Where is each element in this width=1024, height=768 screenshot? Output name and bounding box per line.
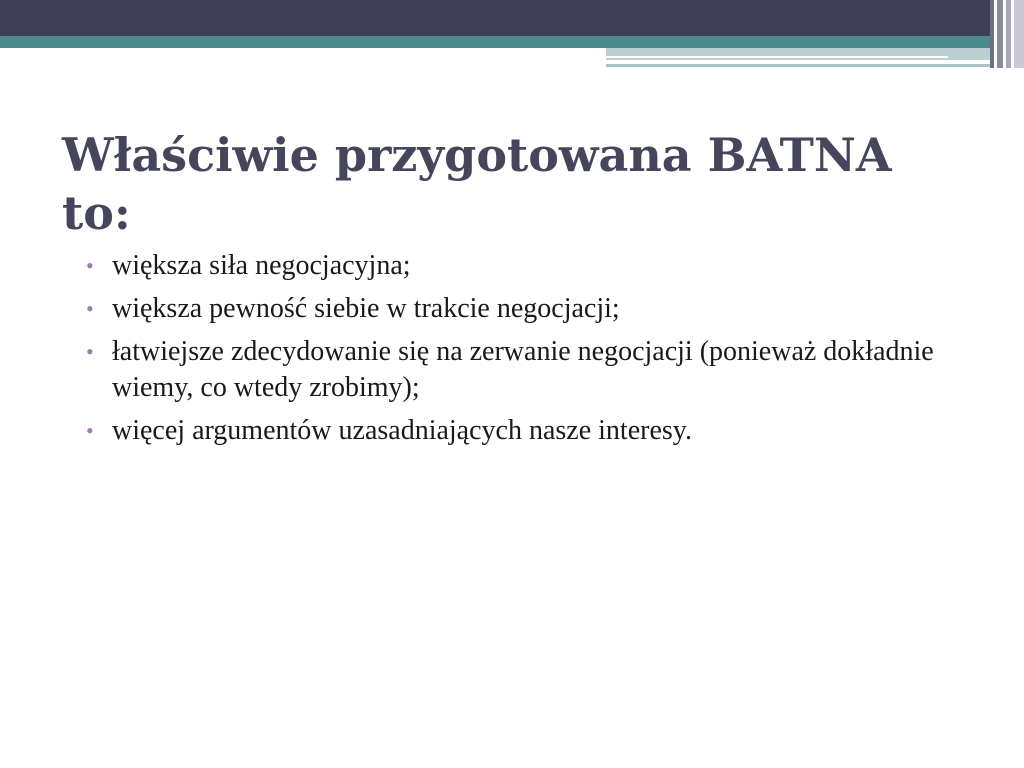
bullet-item [86,291,966,327]
bullet-item [86,413,966,449]
bullet-icon: • [86,418,94,443]
bullet-text: większa siła negocjacyjna; [112,250,411,281]
bullet-item [86,334,966,406]
header-band-dark [0,0,1024,36]
header-band-light [606,48,1024,60]
bullet-text: większa pewność siebie w trakcie negocjacji; [112,293,620,324]
bullet-text: łatwiejsze zdecydowanie się na zerwanie negocjacji (ponieważ dokładnie wiemy, co wtedy zrobimy); [112,336,934,403]
header-line-white [606,56,948,58]
header-band-teal [0,36,1024,48]
header-line-light [606,64,1024,67]
bullet-icon: • [86,296,94,321]
bullet-icon: • [86,339,94,364]
slide-title: Właściwie przygotowana BATNA to: [62,128,892,240]
bullet-icon: • [86,253,94,278]
bullet-item [86,248,966,284]
header-stripes [990,0,1024,68]
bullet-list [86,248,966,456]
bullet-text: więcej argumentów uzasadniających nasze interesy. [112,415,692,446]
